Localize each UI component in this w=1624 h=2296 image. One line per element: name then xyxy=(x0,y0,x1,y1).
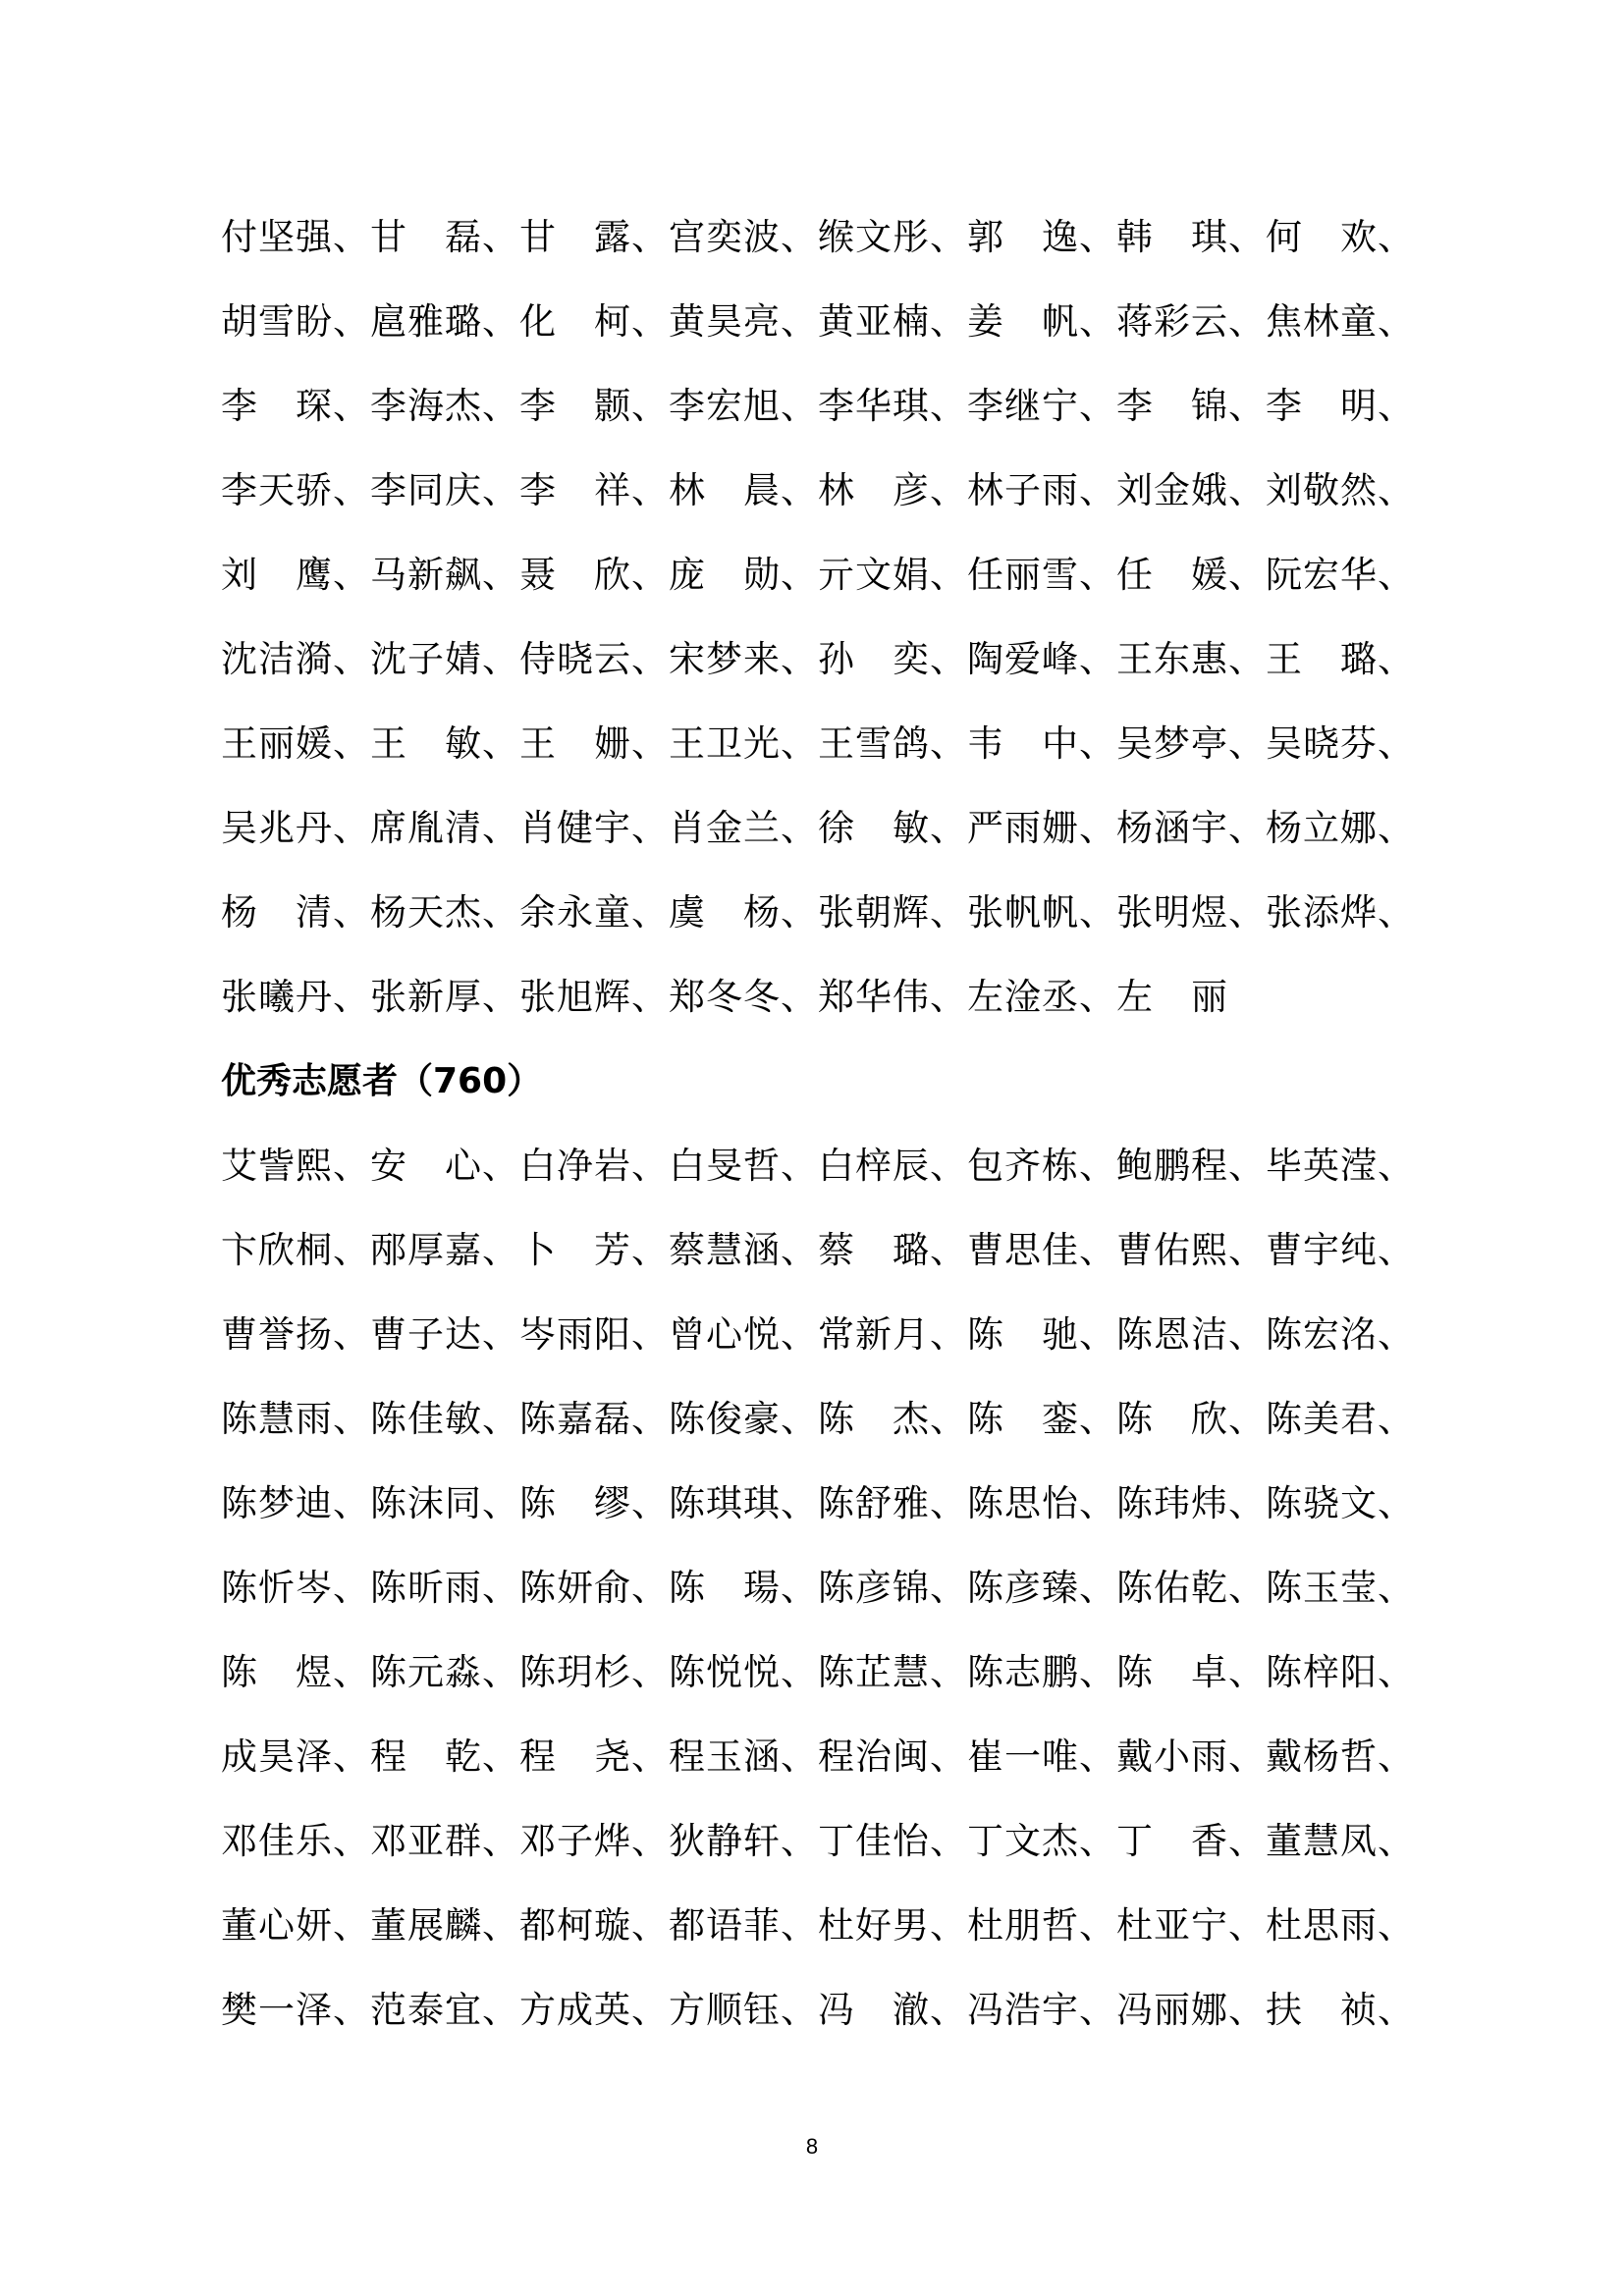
name-list-line: 李天骄、李同庆、李 祥、林 晨、林 彦、林子雨、刘金娥、刘敬然、 xyxy=(221,469,1415,511)
name-list-line: 付坚强、甘 磊、甘 露、宫奕波、缑文彤、郭 逸、韩 琪、何 欢、 xyxy=(221,216,1415,258)
name-list-line: 曹誉扬、曹子达、岑雨阳、曾心悦、常新月、陈 驰、陈恩洁、陈宏洺、 xyxy=(221,1313,1415,1356)
name-list-line: 卞欣桐、邴厚嘉、卜 芳、蔡慧涵、蔡 璐、曹思佳、曹佑熙、曹宇纯、 xyxy=(221,1229,1415,1271)
name-list-line: 刘 鹰、马新飙、聂 欣、庞 勋、亓文娟、任丽雪、任 媛、阮宏华、 xyxy=(221,554,1415,596)
name-list-line: 成昊泽、程 乾、程 尧、程玉涵、程治闽、崔一唯、戴小雨、戴杨哲、 xyxy=(221,1735,1415,1778)
name-list-line: 陈忻岑、陈昕雨、陈妍俞、陈 瑒、陈彦锦、陈彦臻、陈佑乾、陈玉莹、 xyxy=(221,1567,1415,1609)
name-list-line: 邓佳乐、邓亚群、邓子烨、狄静轩、丁佳怡、丁文杰、丁 香、董慧凤、 xyxy=(221,1820,1415,1862)
name-list-line: 杨 清、杨天杰、余永童、虞 杨、张朝辉、张帆帆、张明煜、张添烨、 xyxy=(221,891,1415,934)
name-list-line: 樊一泽、范泰宜、方成英、方顺钰、冯 澈、冯浩宇、冯丽娜、扶 祯、 xyxy=(221,1989,1415,2031)
section-heading: 优秀志愿者（760） xyxy=(221,1061,543,1101)
name-list-line: 陈慧雨、陈佳敏、陈嘉磊、陈俊豪、陈 杰、陈 銮、陈 欣、陈美君、 xyxy=(221,1398,1415,1440)
name-list-line: 沈洁漪、沈子婧、侍晓云、宋梦来、孙 奕、陶爱峰、王东惠、王 璐、 xyxy=(221,638,1415,680)
page-number: 8 xyxy=(805,2134,819,2159)
name-list-line: 陈 煜、陈元淼、陈玥杉、陈悦悦、陈芷慧、陈志鹏、陈 卓、陈梓阳、 xyxy=(221,1651,1415,1693)
name-list-line: 李 琛、李海杰、李 颢、李宏旭、李华琪、李继宁、李 锦、李 明、 xyxy=(221,385,1415,427)
name-list-line: 陈梦迪、陈沫同、陈 缪、陈琪琪、陈舒雅、陈思怡、陈玮炜、陈骁文、 xyxy=(221,1482,1415,1524)
name-list-line: 张曦丹、张新厚、张旭辉、郑冬冬、郑华伟、左淦丞、左 丽 xyxy=(221,976,1228,1018)
name-list-line: 王丽媛、王 敏、王 姗、王卫光、王雪鸽、韦 中、吴梦亭、吴晓芬、 xyxy=(221,722,1415,765)
name-list-line: 胡雪盼、扈雅璐、化 柯、黄昊亮、黄亚楠、姜 帆、蒋彩云、焦林童、 xyxy=(221,300,1415,343)
name-list-line: 艾訾熙、安 心、白净岩、白旻哲、白梓辰、包齐栋、鲍鹏程、毕英滢、 xyxy=(221,1145,1415,1187)
name-list-line: 董心妍、董展麟、都柯璇、都语菲、杜好男、杜朋哲、杜亚宁、杜思雨、 xyxy=(221,1904,1415,1947)
name-list-line: 吴兆丹、席胤清、肖健宇、肖金兰、徐 敏、严雨姗、杨涵宇、杨立娜、 xyxy=(221,807,1415,849)
